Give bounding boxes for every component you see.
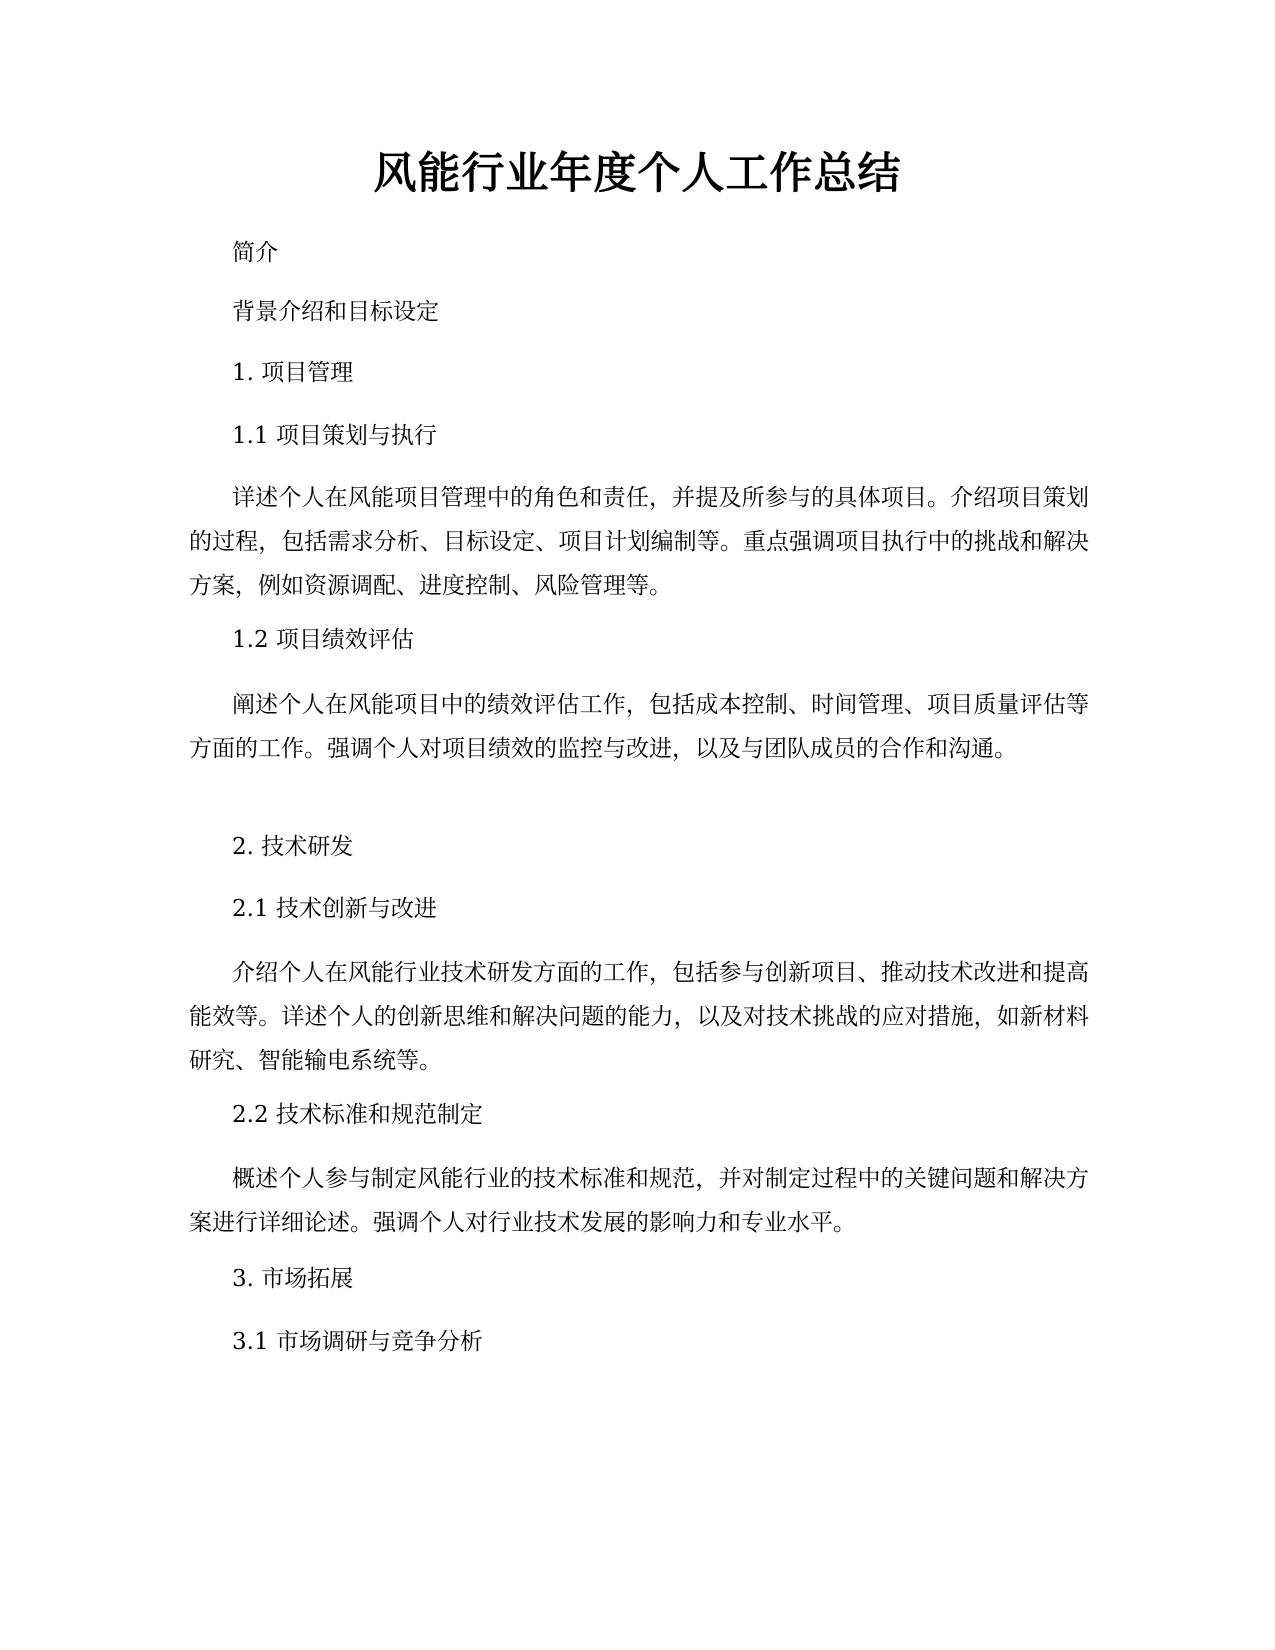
section1-1-heading: 1.1 项目策划与执行: [232, 423, 437, 449]
section2-2-body: 概述个人参与制定风能行业的技术标准和规范，并对制定过程中的关键问题和解决方案进行详细论述。强调个人对行业技术发展的影响力和专业水平。: [189, 1166, 1089, 1236]
section2-2-heading: 2.2 技术标准和规范制定: [232, 1102, 483, 1128]
section2-heading: 2. 技术研发: [232, 834, 354, 860]
section1-heading: 1. 项目管理: [232, 360, 354, 386]
section3-heading: 3. 市场拓展: [232, 1266, 354, 1292]
section1-2-body: 阐述个人在风能项目中的绩效评估工作，包括成本控制、时间管理、项目质量评估等方面的工作。强调个人对项目绩效的监控与改进，以及与团队成员的合作和沟通。: [189, 692, 1089, 762]
section3-1-heading: 3.1 市场调研与竞争分析: [232, 1329, 483, 1355]
section2-1-heading: 2.1 技术创新与改进: [232, 896, 437, 922]
section1-2-heading: 1.2 项目绩效评估: [232, 627, 414, 653]
section1-1-body: 详述个人在风能项目管理中的角色和责任，并提及所参与的具体项目。介绍项目策划的过程，包括需求分析、目标设定、项目计划编制等。重点强调项目执行中的挑战和解决方案，例如资源调配、进度控制、风险管理等。: [189, 485, 1089, 599]
intro-heading: 简介: [232, 240, 278, 266]
document-title: 风能行业年度个人工作总结: [373, 149, 902, 199]
intro-subheading: 背景介绍和目标设定: [232, 299, 439, 325]
section2-1-body: 介绍个人在风能行业技术研发方面的工作，包括参与创新项目、推动技术改进和提高能效等。详述个人的创新思维和解决问题的能力，以及对技术挑战的应对措施，如新材料研究、智能输电系统等。: [189, 960, 1089, 1074]
